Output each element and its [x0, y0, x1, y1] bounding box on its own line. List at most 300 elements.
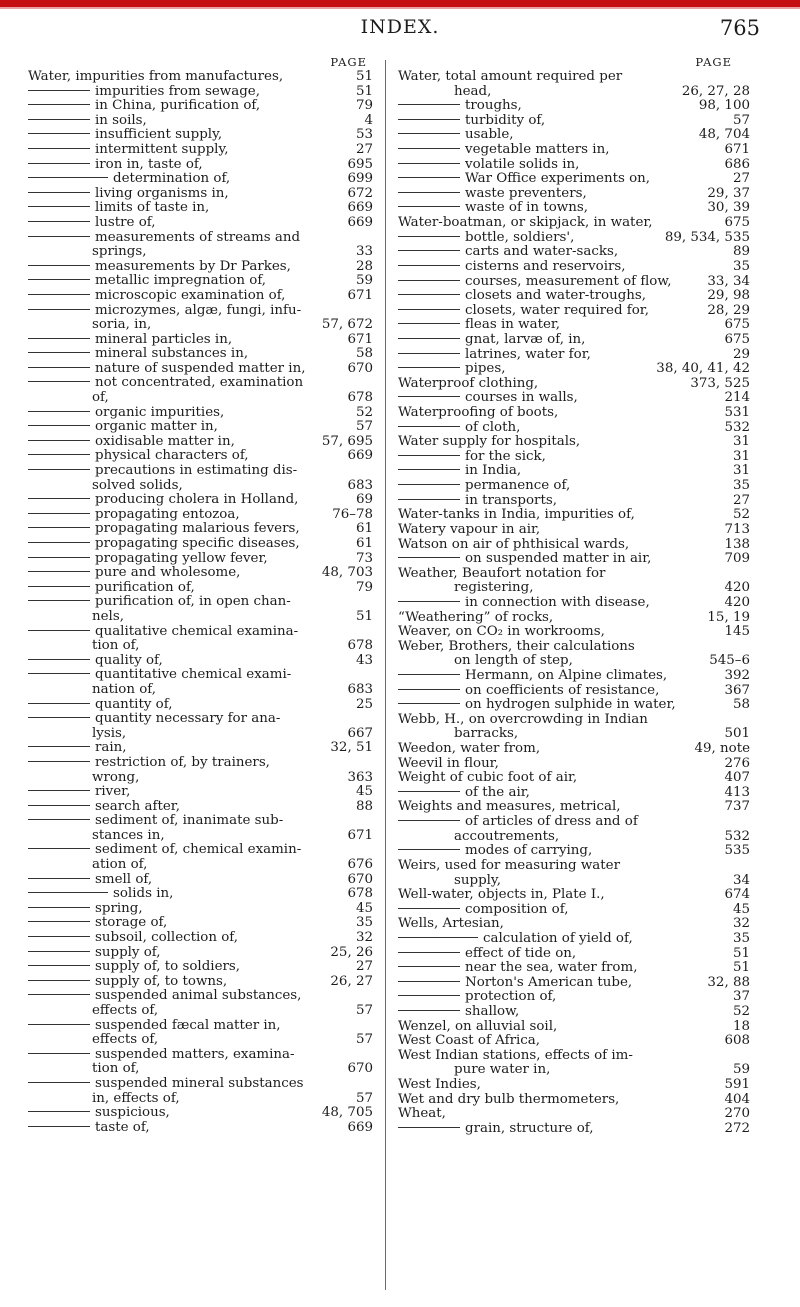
repeat-dash [28, 892, 108, 893]
index-entry [28, 172, 373, 187]
index-term-text: in India, [465, 464, 522, 479]
index-term-text: closets and water-troughs, [465, 289, 647, 304]
index-term-text: sediment of, inanimate sub- [95, 814, 284, 829]
index-term [28, 289, 343, 304]
repeat-dash [398, 1010, 460, 1011]
index-entry [398, 231, 750, 246]
index-term-text: Weight of cubic foot of air, [398, 771, 578, 786]
repeat-dash [398, 426, 460, 427]
index-term [28, 522, 352, 537]
index-entry [28, 843, 373, 858]
index-term [28, 1062, 343, 1077]
index-page-ref: 214 [724, 390, 750, 406]
repeat-dash [28, 717, 90, 718]
index-term-text: ation of, [92, 858, 148, 873]
index-term-text: pure and wholesome, [95, 566, 241, 581]
index-page-ref: 28, 29 [707, 302, 750, 318]
index-term [28, 376, 369, 391]
index-page-ref: 52 [355, 404, 373, 420]
repeat-dash [398, 469, 460, 470]
index-entry [398, 479, 750, 494]
index-term [398, 523, 720, 538]
index-term [28, 1106, 318, 1121]
repeat-dash [28, 411, 90, 412]
index-term-text: courses, measurement of flow, [465, 274, 672, 289]
index-term-text: supply of, to soldiers, [95, 960, 241, 975]
index-entry [398, 464, 750, 479]
index-term [28, 333, 343, 348]
index-entry [28, 610, 373, 625]
index-term [398, 231, 661, 246]
index-term [398, 786, 720, 801]
index-entry [28, 931, 373, 946]
index-term-text: West Coast of Africa, [398, 1034, 540, 1049]
index-term [398, 640, 746, 655]
index-term [398, 742, 690, 757]
index-term-text: tion of, [92, 639, 140, 654]
index-term [28, 975, 326, 990]
index-term [398, 1093, 720, 1108]
index-entry [28, 391, 373, 406]
index-entry [398, 844, 750, 859]
index-term-text: Hermann, on Alpine climates, [465, 668, 668, 683]
index-term [28, 916, 352, 931]
index-term-text: propagating malarious fevers, [95, 522, 300, 537]
index-entry [28, 143, 373, 158]
index-entry [398, 377, 750, 392]
index-term [398, 844, 720, 859]
index-term-text: effects of, [92, 1004, 159, 1018]
index-term-text: volatile solids in, [465, 157, 580, 172]
index-entry [398, 903, 750, 918]
index-page-ref: 413 [724, 784, 750, 800]
index-term [28, 1048, 369, 1063]
index-entry [398, 757, 750, 772]
index-term [28, 245, 352, 260]
repeat-dash [28, 1082, 90, 1083]
index-page-ref: 737 [724, 799, 750, 815]
index-term [398, 538, 720, 553]
repeat-dash [28, 703, 90, 704]
index-term-text: river, [95, 785, 131, 800]
index-page-ref: 669 [347, 200, 373, 216]
index-term [28, 85, 352, 100]
index-term-text: West Indies, [398, 1078, 481, 1093]
index-entry [398, 1049, 750, 1064]
index-entry [28, 756, 373, 771]
index-entry [28, 654, 373, 669]
index-term [28, 406, 352, 421]
index-term [398, 947, 729, 962]
index-term [28, 785, 352, 800]
index-term-text: living organisms in, [95, 186, 229, 201]
index-term-text: purification of, [95, 580, 195, 595]
index-term-text: propagating specific diseases, [95, 537, 300, 551]
index-term [398, 1122, 720, 1137]
index-entry [398, 216, 750, 231]
index-term-text: solved solids, [92, 478, 183, 493]
index-term [398, 289, 703, 304]
index-entry [398, 815, 750, 830]
index-entry [398, 362, 750, 377]
index-term-text: Waterproofing of boots, [398, 406, 559, 421]
index-term-text: “Weathering” of rocks, [398, 610, 554, 625]
index-page-ref: 58 [355, 346, 373, 362]
index-page-ref: 670 [347, 871, 373, 887]
repeat-dash [28, 965, 90, 966]
index-term-text: oxidisable matter in, [95, 434, 235, 449]
index-page-ref: 683 [347, 477, 373, 493]
index-entry [398, 654, 750, 669]
index-term [398, 552, 720, 567]
index-term [398, 990, 729, 1005]
index-page-ref: 363 [347, 769, 373, 785]
repeat-dash [28, 148, 90, 149]
index-term-text: pipes, [465, 362, 506, 377]
repeat-dash [28, 673, 90, 674]
index-entry [28, 698, 373, 713]
index-term-text: Water, total amount required per [398, 70, 623, 84]
index-entry [28, 814, 373, 829]
index-entry [28, 1048, 373, 1063]
index-term [398, 698, 729, 713]
repeat-dash [398, 703, 460, 704]
index-term-text: suspended animal substances, [95, 989, 302, 1004]
index-page-ref: 57, 672 [321, 317, 373, 333]
index-page-ref: 31 [732, 434, 750, 450]
index-term [398, 275, 703, 290]
index-term [28, 201, 343, 216]
index-term [398, 464, 729, 479]
index-term-text: springs, [92, 245, 147, 260]
index-entry [398, 1093, 750, 1108]
index-term-text: Wet and dry bulb thermometers, [398, 1092, 620, 1107]
index-page-ref: 28 [355, 258, 373, 274]
index-term [398, 406, 720, 421]
repeat-dash [398, 937, 478, 938]
index-entry [28, 858, 373, 873]
page-number: 765 [719, 16, 760, 40]
index-page-ref: 675 [724, 331, 750, 347]
index-term [398, 771, 720, 786]
index-page-ref: 35 [732, 258, 750, 274]
index-entry [28, 304, 373, 319]
index-page-ref: 675 [724, 215, 750, 231]
index-term-text: cisterns and reservoirs, [465, 259, 626, 274]
repeat-dash [398, 601, 460, 602]
index-term-text: lysis, [92, 726, 127, 741]
index-page-ref: 29, 98 [707, 288, 750, 304]
index-page-ref: 76–78 [332, 506, 373, 522]
repeat-dash [28, 600, 90, 601]
index-entry [28, 231, 373, 246]
repeat-dash [398, 981, 460, 982]
repeat-dash [28, 921, 90, 922]
index-term [398, 654, 705, 669]
index-term [398, 611, 703, 626]
index-term [28, 843, 369, 858]
index-page-ref: 79 [355, 579, 373, 595]
index-term [398, 114, 729, 129]
repeat-dash [28, 440, 90, 441]
top-color-band-shadow [0, 7, 800, 9]
index-term-text: Water supply for hospitals, [398, 435, 581, 450]
index-term-text: subsoil, collection of, [95, 931, 239, 946]
repeat-dash [28, 469, 90, 470]
index-entry [28, 187, 373, 202]
repeat-dash [28, 936, 90, 937]
index-term-text: waste of in towns, [465, 201, 588, 216]
index-term [28, 829, 343, 844]
repeat-dash [398, 236, 460, 237]
index-page-ref: 27 [355, 141, 373, 157]
index-entry [398, 275, 750, 290]
index-term-text: rain, [95, 741, 127, 756]
index-term-text: restriction of, by trainers, [95, 755, 270, 770]
index-page-ref: 407 [724, 770, 750, 786]
index-term-text: nation of, [92, 682, 157, 697]
index-page-ref: 32 [355, 930, 373, 946]
index-entry [28, 887, 373, 902]
index-entry [398, 114, 750, 129]
index-term [398, 976, 703, 991]
index-term [28, 1004, 352, 1019]
index-entry [398, 596, 750, 611]
index-entry [398, 245, 750, 260]
index-page-ref: 15, 19 [707, 609, 750, 625]
index-term-text: barracks, [454, 727, 519, 742]
index-term-text: of the air, [465, 785, 530, 800]
index-page-ref: 57 [355, 1003, 373, 1018]
index-page-ref: 676 [347, 857, 373, 873]
index-term-text: on length of step, [454, 654, 573, 669]
repeat-dash [28, 761, 90, 762]
index-term-text: calculation of yield of, [483, 931, 633, 946]
index-term [28, 931, 352, 946]
index-term [28, 654, 352, 669]
repeat-dash [398, 119, 460, 120]
index-page-ref: 69 [355, 492, 373, 508]
index-entry [398, 201, 750, 216]
index-term [28, 493, 352, 508]
index-term [28, 143, 352, 158]
index-page-ref: 29, 37 [707, 185, 750, 201]
index-entry [398, 976, 750, 991]
index-term [28, 712, 369, 727]
index-term-text: for the sick, [465, 449, 546, 464]
index-entry [28, 449, 373, 464]
index-term-text: West Indian stations, effects of im- [398, 1048, 633, 1063]
repeat-dash [28, 177, 108, 178]
repeat-dash [398, 353, 460, 354]
index-entry [398, 874, 750, 889]
index-page-ref: 52 [732, 1004, 750, 1019]
index-term [28, 449, 343, 464]
repeat-dash [28, 294, 90, 295]
index-term-text: modes of carrying, [465, 844, 593, 859]
index-term-text: precautions in estimating dis- [95, 464, 298, 479]
repeat-dash [398, 338, 460, 339]
index-entry [28, 829, 373, 844]
index-entry [28, 668, 373, 683]
index-page-ref: 373, 525 [690, 375, 750, 391]
index-page-ref: 61 [355, 521, 373, 537]
index-term [398, 377, 686, 392]
repeat-dash [28, 279, 90, 280]
index-entry [28, 493, 373, 508]
index-term-text: Waterproof clothing, [398, 376, 539, 391]
repeat-dash [28, 513, 90, 514]
index-term [398, 172, 729, 187]
index-term-text: quantitative chemical exami- [95, 668, 292, 683]
index-term-text: supply of, [95, 945, 161, 960]
index-entry [28, 873, 373, 888]
index-term [398, 1078, 720, 1093]
index-entry [398, 1122, 750, 1137]
index-term-text: quantity necessary for ana- [95, 712, 281, 727]
index-entry [398, 990, 750, 1005]
index-entry [398, 742, 750, 757]
index-term [28, 960, 352, 975]
index-term-text: taste of, [95, 1120, 150, 1135]
index-term-text: in China, purification of, [95, 99, 261, 114]
index-term-text: accoutrements, [454, 829, 560, 844]
index-term [398, 932, 729, 947]
index-term [28, 391, 343, 406]
index-term-text: Weights and measures, metrical, [398, 800, 621, 815]
index-term-text: Wheat, [398, 1107, 446, 1122]
index-term-text: soria, in, [92, 318, 152, 333]
index-page-ref: 420 [724, 580, 750, 596]
repeat-dash [28, 163, 90, 164]
index-page-ref: 669 [347, 214, 373, 230]
index-page-ref: 57 [355, 1090, 373, 1106]
repeat-dash [28, 425, 90, 426]
index-entry [28, 552, 373, 567]
index-entry [398, 260, 750, 275]
index-term-text: mineral particles in, [95, 332, 233, 347]
index-page-ref: 695 [347, 156, 373, 172]
index-term-text: spring, [95, 901, 143, 916]
index-term-text: limits of taste in, [95, 201, 210, 216]
index-term-text: head, [454, 84, 492, 99]
index-term-text: nature of suspended matter in, [95, 361, 306, 376]
index-term-text: propagating yellow fever, [95, 551, 268, 566]
index-page-ref: 501 [724, 726, 750, 742]
index-term [398, 669, 720, 684]
index-entry [28, 347, 373, 362]
index-page-ref: 138 [724, 536, 750, 552]
index-page-ref: 31 [732, 463, 750, 479]
index-entry [28, 1092, 373, 1107]
index-page-ref: 404 [724, 1091, 750, 1107]
index-entry [28, 522, 373, 537]
index-term-text: physical characters of, [95, 449, 249, 464]
index-page-ref: 45 [732, 901, 750, 917]
index-term [398, 187, 703, 202]
index-term-text: waste preventers, [465, 186, 587, 201]
index-term-text: quality of, [95, 653, 163, 668]
repeat-dash [28, 951, 90, 952]
index-term [398, 859, 746, 874]
index-term-text: grain, structure of, [465, 1121, 594, 1136]
index-term [28, 946, 326, 961]
index-entry [28, 727, 373, 742]
index-page-ref: 37 [732, 989, 750, 1005]
index-term-text: smell of, [95, 872, 153, 887]
index-term-text: vegetable matters in, [465, 143, 610, 158]
index-page-ref: 73 [355, 550, 373, 566]
index-term [28, 698, 352, 713]
index-entry [398, 961, 750, 976]
index-entry [28, 785, 373, 800]
index-term [398, 128, 695, 143]
index-term [398, 333, 720, 348]
index-term [398, 421, 720, 436]
index-term [28, 873, 343, 888]
index-entry [28, 245, 373, 260]
index-term [398, 1020, 729, 1035]
index-page-ref: 18 [732, 1018, 750, 1034]
index-term-text: Water-tanks in India, impurities of, [398, 508, 635, 523]
index-entry [398, 1107, 750, 1122]
index-term [398, 362, 652, 377]
index-page-ref: 367 [724, 682, 750, 698]
index-entry [398, 143, 750, 158]
index-term [398, 201, 703, 216]
index-term [28, 318, 318, 333]
index-entry [28, 274, 373, 289]
repeat-dash [398, 908, 460, 909]
index-term-text: microscopic examination of, [95, 288, 286, 303]
repeat-dash [28, 192, 90, 193]
index-page-ref: 53 [355, 127, 373, 143]
index-entry [28, 1062, 373, 1077]
index-page-ref: 45 [355, 784, 373, 800]
index-term [28, 552, 352, 567]
index-entry [398, 391, 750, 406]
index-page-ref: 678 [347, 390, 373, 406]
index-term [398, 304, 703, 319]
repeat-dash [28, 848, 90, 849]
index-term-text: carts and water-sacks, [465, 245, 619, 260]
index-term [398, 143, 720, 158]
index-page-ref: 532 [724, 828, 750, 844]
index-page-ref: 672 [347, 185, 373, 201]
repeat-dash [28, 221, 90, 222]
index-entry [398, 669, 750, 684]
index-entry [28, 1019, 373, 1034]
index-entry [28, 158, 373, 173]
repeat-dash [28, 206, 90, 207]
index-entry [398, 1078, 750, 1093]
index-term [398, 830, 720, 845]
index-term [398, 450, 729, 465]
index-term-text: Weather, Beaufort notation for [398, 566, 606, 581]
index-term [28, 347, 352, 362]
index-page-ref: 532 [724, 419, 750, 435]
index-term-text: effects of, [92, 1033, 159, 1048]
index-term-text: troughs, [465, 99, 522, 114]
index-term [398, 800, 720, 815]
index-page-ref: 678 [347, 886, 373, 902]
index-term [28, 1019, 369, 1034]
index-entry [28, 581, 373, 596]
index-page-ref: 49, note [694, 741, 750, 757]
index-page-ref: 674 [724, 887, 750, 903]
page-column-heading: PAGE [330, 55, 367, 69]
index-term-text: fleas in water, [465, 318, 561, 333]
